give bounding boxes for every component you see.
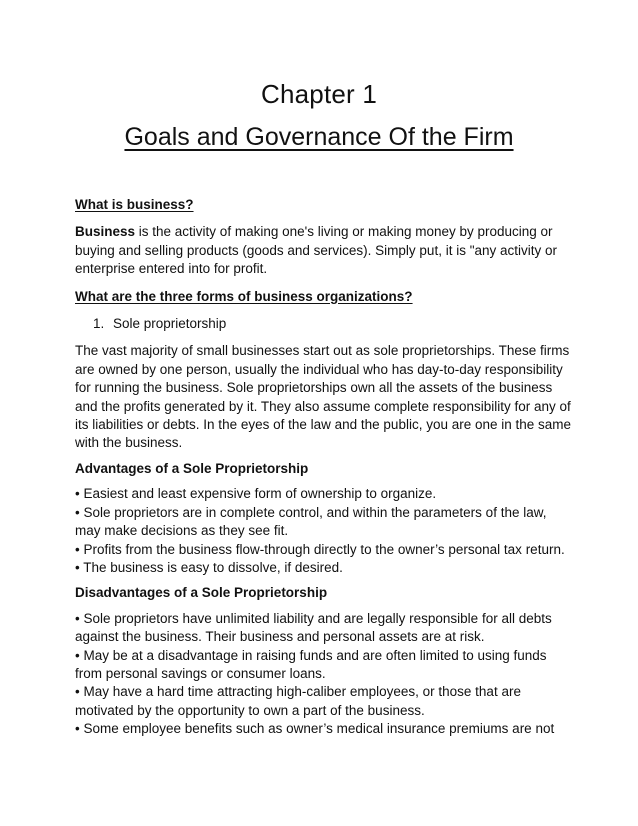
list-item-number: 1.: [93, 316, 105, 332]
disadvantage-item: • Some employee benefits such as owner’s medical insurance premiums are not: [75, 721, 555, 737]
disadvantage-item: • Sole proprietors have unlimited liability and are legally responsible for all debts against the business. Their business and personal assets are at risk.: [75, 610, 552, 645]
advantage-item: • Profits from the business flow-through directly to the owner’s personal tax return.: [75, 541, 565, 557]
disadvantage-item: • May have a hard time attracting high-caliber employees, or those that are motivated by the opportunity to own a part of the business.: [75, 684, 521, 718]
disadvantages-heading: Disadvantages of a Sole Proprietorship: [75, 585, 328, 601]
business-definition-paragraph: [75, 223, 575, 278]
section-heading-what-is-business: What is business?: [75, 197, 194, 212]
list-item: [93, 315, 575, 333]
chapter-subtitle: Goals and Governance Of the Firm: [124, 123, 514, 151]
advantage-item: • Sole proprietors are in complete control, and within the parameters of the law, may make decisions as they see fit.: [75, 504, 547, 539]
section-heading-forms-of-business: What are the three forms of business organizations?: [75, 288, 413, 304]
forms-list: [75, 315, 575, 333]
disadvantages-list: [75, 610, 575, 739]
advantages-list: [75, 485, 575, 577]
business-definition-text: is the activity of making one's living or making money by producing or buying and selling products (goods and services). Simply put, it is "any activity or enterprise entered into for profit.: [75, 224, 558, 277]
chapter-title: Chapter 1: [261, 79, 377, 109]
sole-proprietorship-paragraph: The vast majority of small businesses start out as sole proprietorships. These firms are owned by one person, usually the individual who has day-to-day responsibility for running the business. Sole proprietorships own all the assets of the business and the profits generated by it. They also assume complete responsibility for any of its liabilities or debts. In the eyes of the law and the public, you are one in the same with the business.: [75, 343, 572, 451]
business-term: Business: [75, 224, 136, 240]
advantage-item: • Easiest and least expensive form of ownership to organize.: [75, 486, 437, 502]
list-item-text: Sole proprietorship: [113, 316, 227, 332]
advantage-item: • The business is easy to dissolve, if desired.: [75, 559, 343, 575]
document-body: [75, 196, 575, 739]
disadvantage-item: • May be at a disadvantage in raising funds and are often limited to using funds from personal savings or consumer loans.: [75, 647, 547, 681]
advantages-heading: Advantages of a Sole Proprietorship: [75, 460, 309, 476]
